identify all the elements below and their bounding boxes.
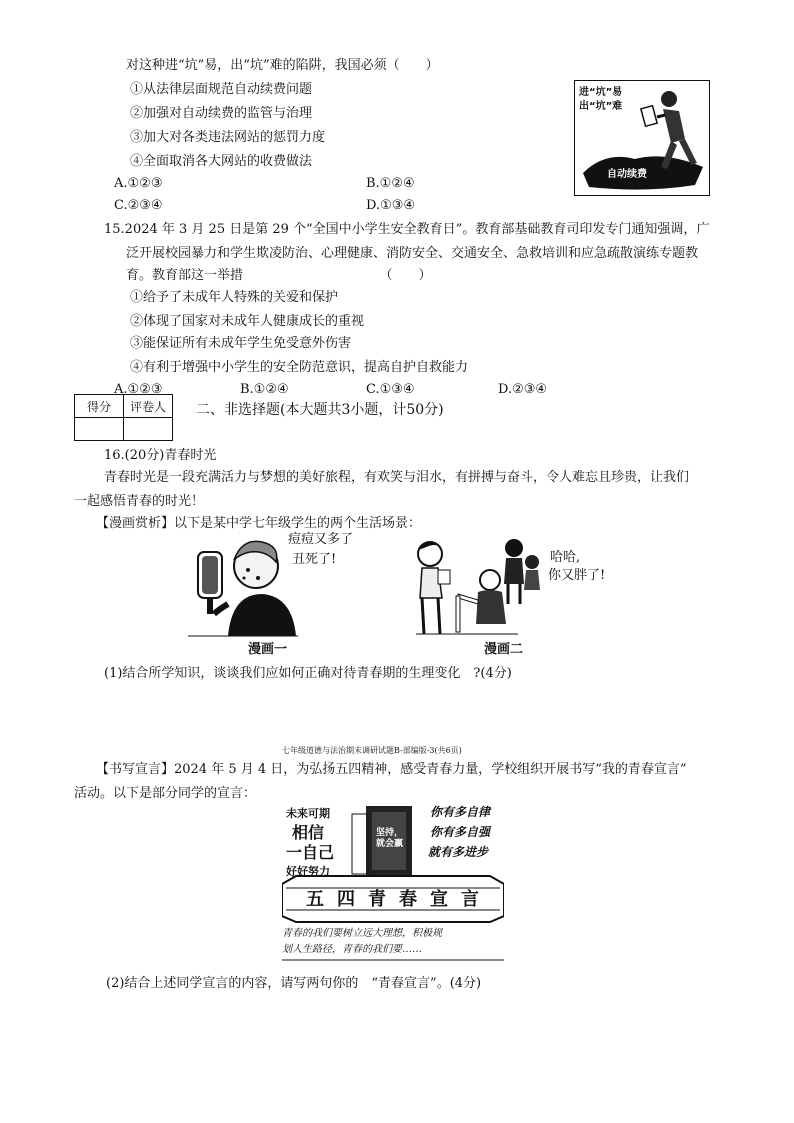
poster-right-line3: 就有多进步	[428, 845, 489, 859]
comic1-bubble-line1: 痘痘又多了	[288, 532, 354, 547]
score-table	[74, 394, 173, 441]
comic2-label: 漫画二	[484, 642, 524, 657]
poster-bottom-line1: 青春的我们要树立远大理想，积极规	[282, 928, 442, 939]
grader-label: 评卷人	[124, 395, 173, 418]
q16-intro-line1: 青春时光是一段充满活力与梦想的美好旅程，有欢笑与泪水，有拼搏与奋斗，令人难忘且珍贵，让我们	[104, 470, 690, 485]
q14-cartoon-caption: 自动续费	[607, 169, 647, 180]
q14-choice-c: C.②③④	[114, 198, 163, 213]
q14-cartoon	[574, 80, 710, 196]
q16-writing-line1: 【书写宣言】2024 年 5 月 4 日，为弘扬五四精神，感受青春力量，学校组织开展书写“我的青春宣言”	[96, 762, 687, 777]
poster-left-line4: 好好努力	[286, 865, 330, 878]
q14-stem: 对这种进“坑”易，出“坑”难的陷阱，我国必须（ ）	[126, 58, 439, 73]
poster-banner: 五四青春宣言	[306, 889, 492, 910]
comic2-bubble-line1: 哈哈,	[550, 550, 581, 565]
grader-cell[interactable]	[124, 418, 173, 441]
q16-subquestion-1: (1)结合所学知识，谈谈我们应如何正确对待青春期的生理变化 ?(4分)	[104, 666, 512, 681]
poster-bottom-line2: 划人生路径，青春的我们要……	[282, 944, 422, 955]
q16-header: 16.(20分)青春时光	[104, 448, 217, 463]
section2-title: 二、非选择题(本大题共3小题，计50分)	[196, 402, 444, 418]
comic2-bubble-line2: 你又胖了!	[548, 568, 606, 583]
q14-cartoon-line1: 进“坑”易	[579, 87, 623, 98]
q15-option-2: ②体现了国家对未成年人健康成长的重视	[130, 314, 365, 329]
q15-option-3: ③能保证所有未成年学生免受意外伤害	[130, 336, 352, 351]
poster-right-line2: 你有多自强	[430, 825, 491, 839]
comic1-label: 漫画一	[248, 642, 288, 657]
q15-choice-d: D.②③④	[498, 382, 548, 397]
score-cell[interactable]	[75, 418, 124, 441]
score-label: 得分	[75, 395, 124, 418]
q14-choice-b: B.①②④	[366, 176, 415, 191]
poster-left-line3: 一自己	[286, 843, 335, 862]
q15-option-1: ①给予了未成年人特殊的关爱和保护	[130, 290, 339, 305]
q14-option-1: ①从法律层面规范自动续费问题	[130, 82, 313, 97]
q14-option-2: ②加强对自动续费的监管与治理	[130, 106, 313, 121]
youth-declaration-poster	[282, 804, 504, 964]
q14-option-4: ④全面取消各大网站的收费做法	[130, 154, 313, 169]
q15-line3: 育。教育部这一举措 （ ）	[126, 268, 432, 283]
poster-right-line1: 你有多自律	[430, 805, 491, 819]
comics-illustration	[188, 534, 608, 662]
comic1-bubble-line2: 丑死了!	[292, 552, 337, 567]
q15-line1: 15.2024 年 3 月 25 日是第 29 个“全国中小学生安全教育日”。教育部基础教育司印发专门通知强调，广	[104, 222, 710, 237]
poster-left-line2: 相信	[292, 823, 325, 842]
q16-writing-line2: 活动。以下是部分同学的宣言：	[74, 786, 257, 801]
q14-option-3: ③加大对各类违法网站的惩罚力度	[130, 130, 326, 145]
q15-choice-a: A.①②③	[114, 382, 163, 397]
q15-option-4: ④有利于增强中小学生的安全防范意识，提高自护自救能力	[130, 360, 469, 375]
q16-intro-line2: 一起感悟青春的时光！	[74, 494, 205, 509]
poster-left-line1: 未来可期	[286, 807, 330, 820]
q16-comic-intro: 【漫画赏析】以下是某中学七年级学生的两个生活场景：	[96, 516, 422, 531]
q15-choice-b: B.①②④	[240, 382, 289, 397]
q15-line2: 泛开展校园暴力和学生欺凌防治、心理健康、消防安全、交通安全、急救培训和应急疏散演练专题教	[126, 246, 699, 261]
q16-subquestion-2: (2)结合上述同学宣言的内容，请写两句你的 “青春宣言”。(4分)	[106, 976, 482, 991]
poster-center-text: 坚持，就会赢	[376, 828, 404, 849]
page-footer: 七年级道德与法治期末调研试题B-部编版-3(共6页)	[282, 746, 462, 755]
q14-choice-d: D.①③④	[366, 198, 416, 213]
q14-cartoon-line2: 出“坑”难	[579, 101, 623, 112]
q14-choice-a: A.①②③	[114, 176, 163, 191]
q15-choice-c: C.①③④	[366, 382, 415, 397]
